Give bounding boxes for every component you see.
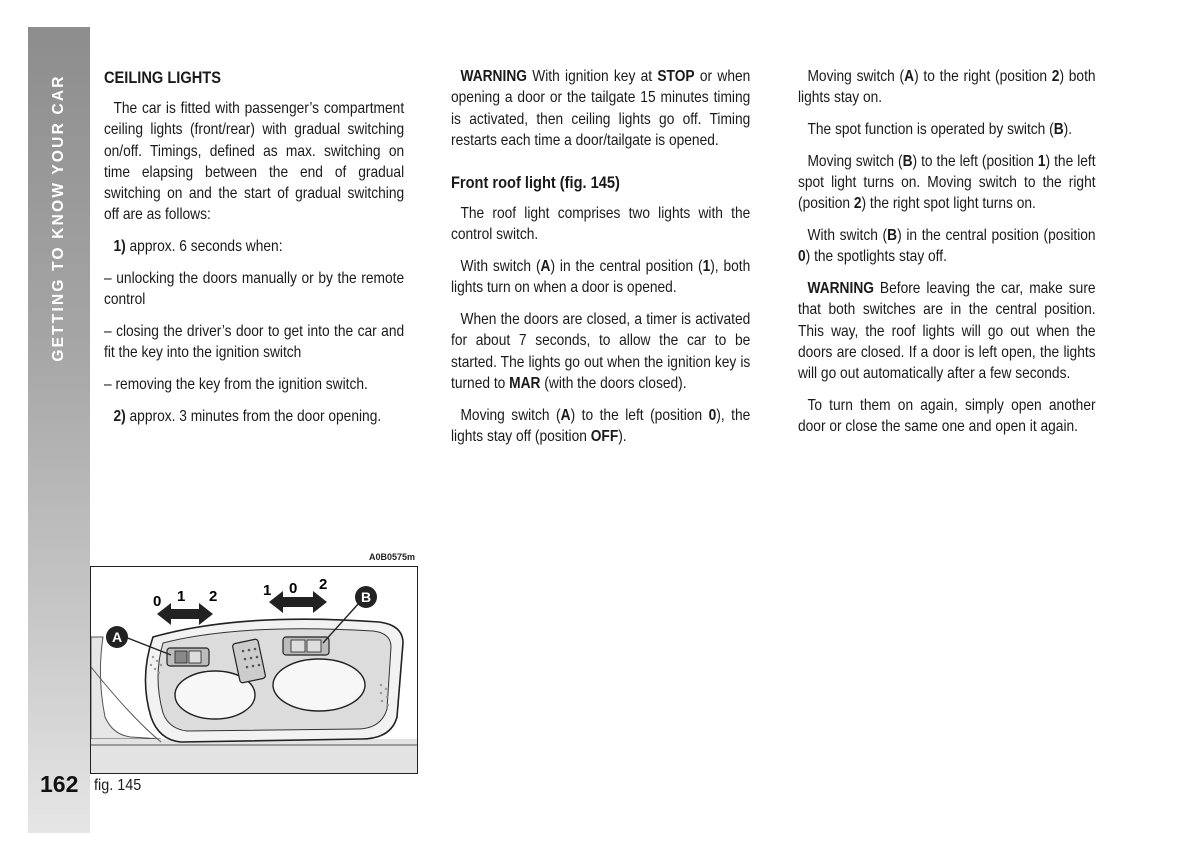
warning-paragraph: WARNING With ignition key at STOP or when opening a door or the tailgate 15 minutes timing is activated, then ceiling lights go off. Timing restarts each time a door/tailgate is opened. [451,68,751,149]
label-right-1: 1 [263,582,272,599]
figure-code: A0B0575m [369,552,416,562]
paragraph: Moving switch (B) to the left (position 1) the left spot light turns on. Moving switch to the right (position 2) the right spot light turns on. [798,152,1096,213]
callout-b: B [360,589,372,605]
label-left-0: 0 [153,593,162,610]
column-2 [451,66,750,458]
label-right-0: 0 [289,580,298,597]
figure-caption: fig. 145 [94,777,142,794]
paragraph: When the doors are closed, a timer is activated for about 7 seconds, to allow the car to be started. The lights go out when the ignition key is turned to MAR (with the doors closed). [451,311,751,393]
paragraph: With switch (A) in the central position (1), both lights turn on when a door is opened. [451,258,751,297]
paragraph: – unlocking the doors manually or by the remote control [104,269,405,309]
paragraph: Moving switch (A) to the right (position 2) both lights stay on. [798,68,1096,107]
callout-a: A [111,629,123,645]
paragraph: To turn them on again, simply open another door or close the same one and open it again. [798,396,1096,436]
roof-light-figure [90,566,418,774]
front-roof-light-heading: Front roof light (fig. 145) [451,173,620,193]
paragraph: Moving switch (A) to the left (position 0), the lights stay off (position OFF). [451,406,751,446]
paragraph: 1) approx. 6 seconds when: [113,238,283,256]
label-left-2: 2 [209,588,218,605]
page-number: 162 [40,771,79,797]
section-title: GETTING TO KNOW YOUR CAR [50,74,67,362]
column-1 [104,66,404,437]
label-left-1: 1 [177,588,186,605]
paragraph: – removing the key from the ignition switch. [104,375,368,393]
label-right-2: 2 [319,576,328,593]
paragraph: The car is fitted with passenger’s compartment ceiling lights (front/rear) with gradual switching on/off. Timings, defined as max. switching on time elapsing between the end of gradual switching on and the start of gradual switching off are as follows: [104,100,405,224]
paragraph: – closing the driver’s door to get into the car and fit the key into the ignition switch [104,322,405,362]
paragraph: 2) approx. 3 minutes from the door opening. [113,407,382,425]
paragraph: The spot function is operated by switch (B). [807,120,1073,138]
warning-paragraph: WARNING Before leaving the car, make sure that both switches are in the central position. This way, the roof lights will go out when the doors are closed. If a door is left open, the lights will go out automatically after a few seconds. [798,279,1096,383]
ceiling-lights-heading: CEILING LIGHTS [104,68,221,87]
paragraph: The roof light comprises two lights with the control switch. [451,205,751,244]
column-3 [798,66,1096,448]
paragraph: With switch (B) in the central position (position 0) the spotlights stay off. [798,226,1096,266]
